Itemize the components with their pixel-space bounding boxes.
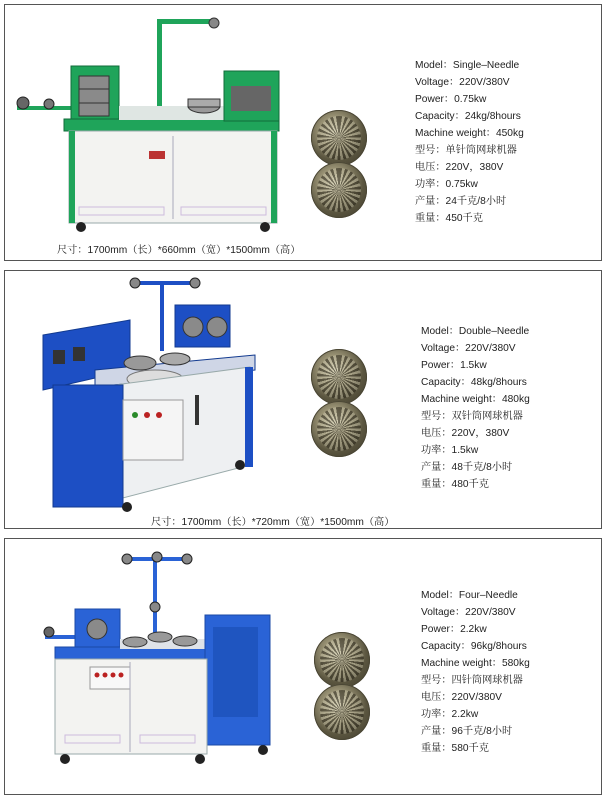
spec-weight-cn: 重量：480千克: [421, 479, 489, 490]
steel-scrubber-ball-image: [311, 401, 367, 457]
spec-voltage: Voltage：220V/380V: [415, 77, 510, 88]
spec-capacity-cn: 产量：96千克/8小时: [421, 726, 513, 737]
four-needle-machine-photo: [35, 547, 285, 777]
product-panel-single-needle: [4, 4, 602, 261]
spec-capacity-cn: 产量：24千克/8小时: [415, 196, 507, 207]
spec-capacity: Capacity：96kg/8hours: [421, 641, 527, 652]
spec-voltage: Voltage：220V/380V: [421, 343, 516, 354]
spec-weight: Machine weight：450kg: [415, 128, 524, 139]
spec-list: [421, 587, 530, 757]
product-panel-four-needle: [4, 538, 602, 795]
spec-voltage-cn: 电压：220V/380V: [421, 692, 502, 703]
spec-model-cn: 型号：四针筒网球机器: [421, 675, 523, 686]
spec-model-cn: 型号：双针筒网球机器: [421, 411, 523, 422]
spec-power-cn: 功率：0.75kw: [415, 179, 478, 190]
steel-scrubber-ball-image: [311, 162, 367, 218]
spec-capacity: Capacity：48kg/8hours: [421, 377, 527, 388]
spec-capacity-cn: 产量：48千克/8小时: [421, 462, 513, 473]
dimensions-caption: 尺寸：1700mm（长）*660mm（宽）*1500mm（高）: [57, 245, 301, 256]
spec-list: [415, 57, 524, 227]
spec-list: [421, 323, 530, 493]
spec-model-cn: 型号：单针筒网球机器: [415, 145, 517, 156]
spec-power: Power：2.2kw: [421, 624, 487, 635]
steel-scrubber-ball-image: [314, 632, 370, 688]
steel-scrubber-ball-image: [311, 110, 367, 166]
spec-weight-cn: 重量：450千克: [415, 213, 483, 224]
spec-voltage-cn: 电压：220V，380V: [415, 162, 504, 173]
spec-capacity: Capacity：24kg/8hours: [415, 111, 521, 122]
spec-power-cn: 功率：1.5kw: [421, 445, 479, 456]
spec-weight: Machine weight：580kg: [421, 658, 530, 669]
dimensions-caption: 尺寸：1700mm（长）*720mm（宽）*1500mm（高）: [151, 517, 395, 528]
spec-weight: Machine weight：480kg: [421, 394, 530, 405]
spec-power: Power：1.5kw: [421, 360, 487, 371]
product-panel-double-needle: [4, 270, 602, 529]
spec-voltage: Voltage：220V/380V: [421, 607, 516, 618]
spec-voltage-cn: 电压：220V，380V: [421, 428, 510, 439]
spec-power: Power：0.75kw: [415, 94, 487, 105]
spec-model: Model：Four–Needle: [421, 590, 518, 601]
steel-scrubber-ball-image: [314, 684, 370, 740]
spec-weight-cn: 重量：580千克: [421, 743, 489, 754]
spec-model: Model：Double–Needle: [421, 326, 530, 337]
double-needle-machine-photo: [35, 275, 295, 515]
spec-model: Model：Single–Needle: [415, 60, 520, 71]
steel-scrubber-ball-image: [311, 349, 367, 405]
single-needle-machine-photo: [9, 11, 289, 236]
spec-power-cn: 功率：2.2kw: [421, 709, 479, 720]
